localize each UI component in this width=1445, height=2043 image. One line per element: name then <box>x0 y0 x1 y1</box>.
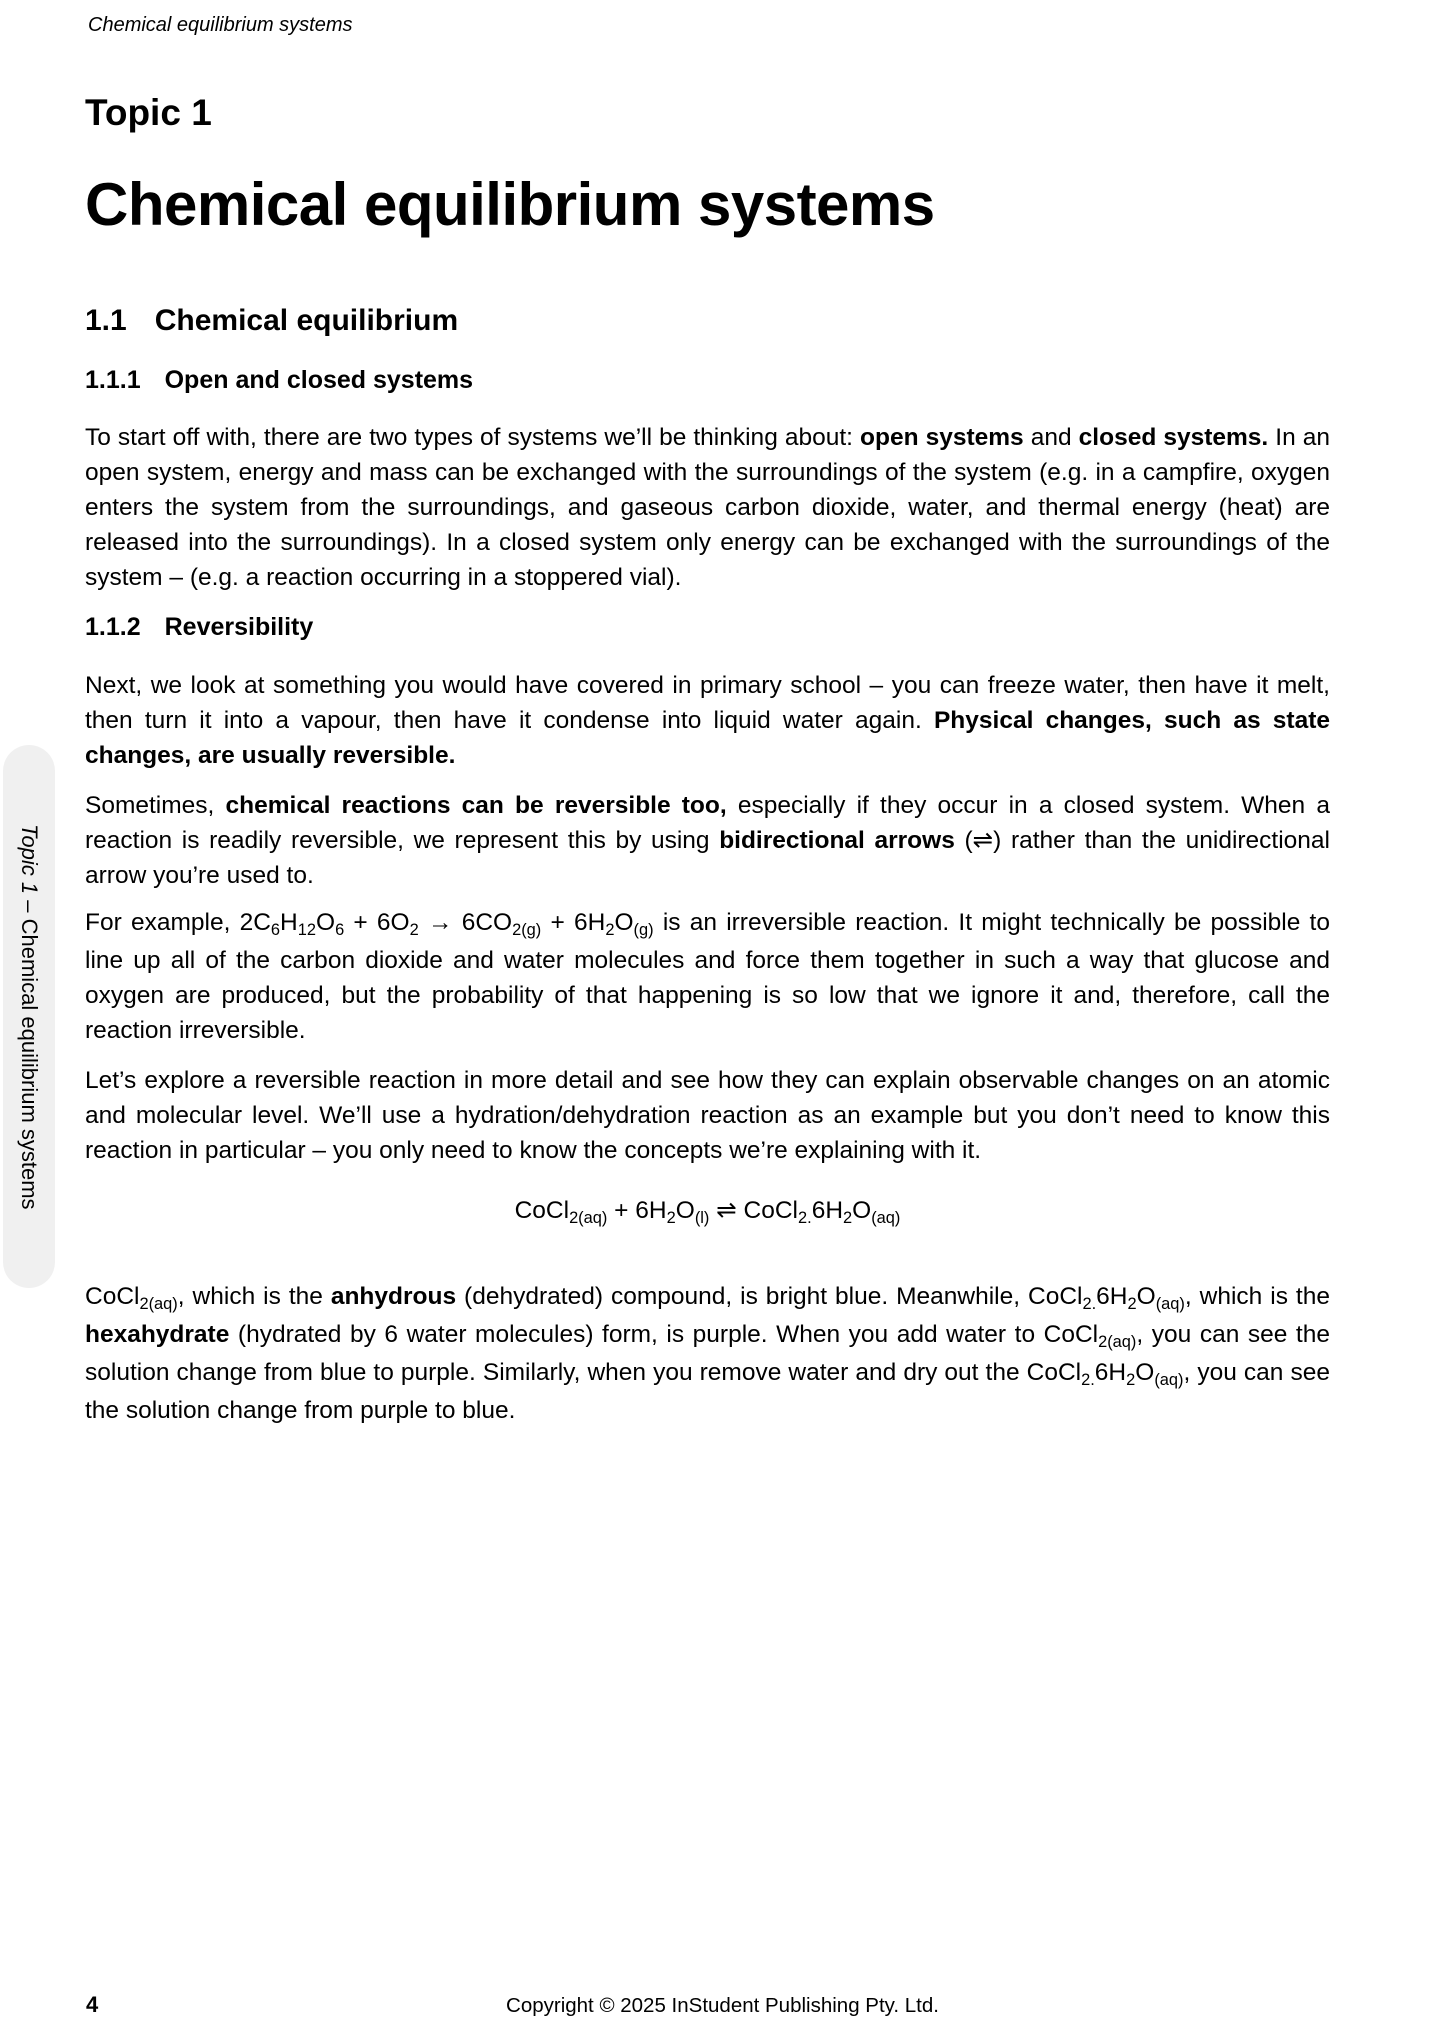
text-segment: 2(aq) <box>1098 1332 1137 1351</box>
text-segment: O <box>614 909 634 936</box>
text-segment: 6H <box>1094 1359 1127 1386</box>
text-segment: 6H <box>1096 1283 1128 1310</box>
para-cocl2-hydration <box>85 1279 1330 1428</box>
para-sometimes-reversible <box>85 788 1330 893</box>
section-title: Open and closed systems <box>164 366 474 394</box>
text-segment: (hydrated by 6 water molecules) form, is purple. When you add water to CoCl <box>229 1321 1099 1348</box>
text-segment: O <box>675 1197 695 1224</box>
text-segment: O <box>316 909 336 936</box>
text-segment: + 6H <box>541 909 606 936</box>
text-segment: ⇌ CoCl <box>709 1197 798 1224</box>
text-segment: (dehydrated) compound, is bright blue. Meanwhile, CoCl <box>456 1283 1083 1310</box>
section-heading-1-1-2 <box>85 612 1330 642</box>
text-segment: 2. <box>1081 1370 1095 1389</box>
text-segment: 2(aq) <box>139 1294 178 1313</box>
text-segment: Physical changes, such as state changes, are usually reversible. <box>85 707 1330 769</box>
text-segment: – Chemical equilibrium systems <box>17 893 42 1210</box>
text-segment: hexahydrate <box>85 1321 230 1348</box>
text-segment: H <box>280 909 298 936</box>
text-segment: and <box>1023 424 1079 451</box>
text-segment: O <box>1136 1283 1156 1310</box>
page-title: Chemical equilibrium systems <box>85 171 935 238</box>
section-number: 1.1 <box>85 304 127 337</box>
text-segment: 6 <box>335 920 345 939</box>
text-segment: chemical reactions can be reversible too, <box>225 792 727 819</box>
text-segment: O <box>852 1197 872 1224</box>
text-segment: (g) <box>633 920 654 939</box>
text-segment: (⇌) rather than the unidirectional arrow you’re used to. <box>85 827 1330 889</box>
text-segment: open systems <box>860 424 1024 451</box>
side-tab <box>3 745 55 1288</box>
section-title: Chemical equilibrium <box>154 304 459 337</box>
body-column <box>85 297 1330 1428</box>
text-segment: (aq) <box>871 1208 901 1227</box>
text-segment: , you can see the solution change from purple to blue. <box>85 1359 1330 1424</box>
text-segment: 12 <box>297 920 316 939</box>
text-segment: , which is the <box>1184 1283 1330 1310</box>
section-number: 1.1.1 <box>85 366 141 394</box>
text-segment: 2. <box>1082 1294 1097 1313</box>
text-segment: bidirectional arrows <box>719 827 955 854</box>
text-segment: 6H <box>811 1197 844 1224</box>
para-open-closed-systems <box>85 420 1330 595</box>
para-reversibility-intro <box>85 668 1330 773</box>
text-segment: To start off with, there are two types of systems we’ll be thinking about: <box>85 424 861 451</box>
text-segment: 2(aq) <box>569 1208 608 1227</box>
text-segment: 2. <box>798 1208 812 1227</box>
text-segment: is an irreversible reaction. It might technically be possible to line up all of the carbon dioxide and water molecules and force them together in such a way that glucose and oxygen are produced, but the probability of that happening is so low that we ignore it and, therefore, call the reaction irreversible. <box>85 909 1330 1044</box>
text-segment: Topic 1 <box>17 823 42 894</box>
text-segment: + 6O <box>344 909 410 936</box>
topic-label: Topic 1 <box>85 92 212 133</box>
text-segment: → 6CO <box>418 909 513 936</box>
text-segment: 2(g) <box>512 920 542 939</box>
text-segment: , which is the <box>177 1283 331 1310</box>
section-number: 1.1.2 <box>85 613 141 641</box>
text-segment: In an open system, energy and mass can be exchanged with the surroundings of the system (e.g. in a campfire, oxygen enters the system from the surroundings, and gaseous carbon dioxide, water, and thermal energy (heat) are released into the surroundings). In a closed system only energy can be exchanged with the surroundings of the system – (e.g. a reaction occurring in a stoppered vial). <box>85 424 1330 591</box>
text-segment: 2 <box>843 1208 853 1227</box>
text-segment: Sometimes, <box>85 792 226 819</box>
section-heading-1-1-1 <box>85 365 1330 395</box>
section-title: Reversibility <box>164 613 314 641</box>
text-segment: , you can see the solution change from blue to purple. Similarly, when you remove water and dry out the CoCl <box>85 1321 1330 1386</box>
para-irreversible-example <box>85 905 1330 1048</box>
text-segment: especially if they occur in a closed system. When a reaction is readily reversible, we represent this by using <box>85 792 1330 854</box>
side-tab-label <box>16 824 42 1210</box>
text-segment: 6 <box>270 920 281 939</box>
text-segment: 2 <box>605 920 615 939</box>
text-segment: (aq) <box>1155 1294 1185 1313</box>
section-heading-1-1 <box>85 303 1330 339</box>
text-segment: 2 <box>409 920 419 939</box>
text-segment: + 6H <box>607 1197 667 1224</box>
page-number: 4 <box>86 1992 99 2017</box>
para-explore-reversible <box>85 1063 1330 1168</box>
text-segment: O <box>1135 1359 1155 1386</box>
text-segment: 2 <box>1127 1294 1137 1313</box>
text-segment: closed systems. <box>1078 424 1269 451</box>
text-segment: Let’s explore a reversible reaction in more detail and see how they can explain observable changes on an atomic and molecular level. We’ll use a hydration/dehydration reaction as an example but you don’t need to know this reaction in particular – you only need to know the concepts we’re explaining with it. <box>85 1067 1330 1164</box>
text-segment: CoCl <box>514 1197 570 1224</box>
copyright: Copyright © 2025 InStudent Publishing Pty. Ltd. <box>506 1994 939 2017</box>
text-segment: 2 <box>666 1208 676 1227</box>
text-segment: 2 <box>1126 1370 1136 1389</box>
equilibrium-equation <box>85 1193 1330 1231</box>
text-segment: anhydrous <box>330 1283 457 1310</box>
text-segment: (aq) <box>1154 1370 1184 1389</box>
text-segment: (l) <box>694 1208 710 1227</box>
text-segment: For example, 2C <box>85 909 271 936</box>
running-head: Chemical equilibrium systems <box>88 14 353 36</box>
text-segment: CoCl <box>85 1283 140 1310</box>
text-segment: Next, we look at something you would have covered in primary school – you can freeze water, then have it melt, then turn it into a vapour, then have it condense into liquid water again. <box>85 672 1330 734</box>
